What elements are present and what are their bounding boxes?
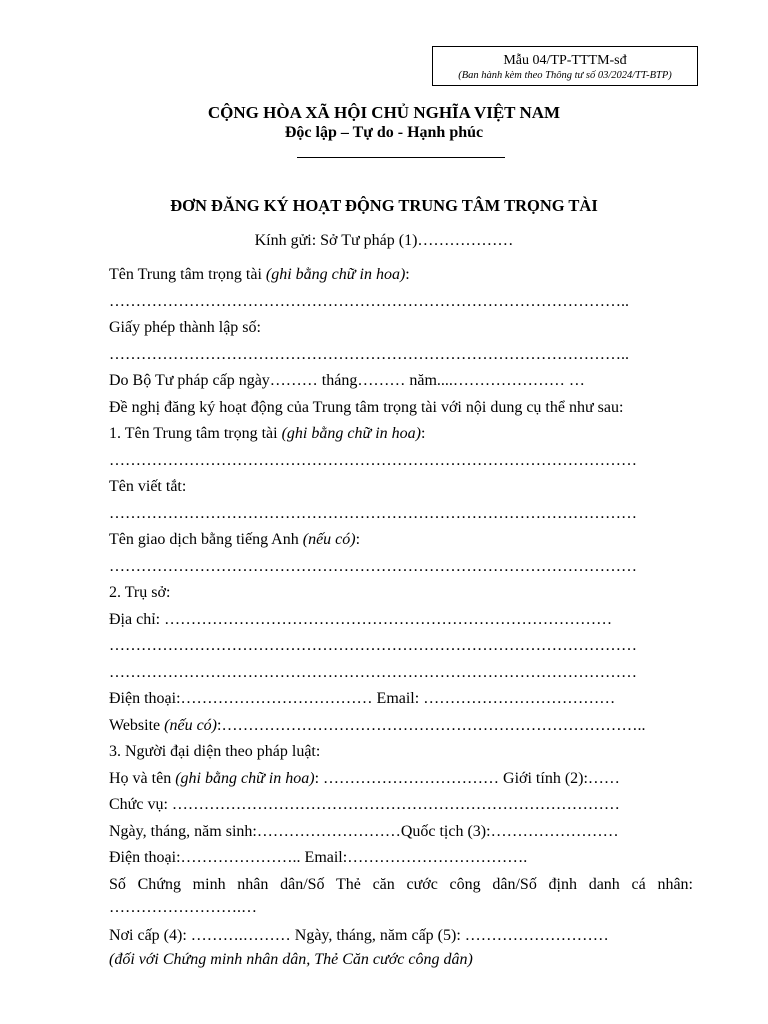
center-name-field[interactable]: …………………………………………………………………………………….. [109, 292, 629, 310]
address-field-3[interactable]: ……………………………………………………………………………………… [109, 663, 637, 681]
address-field[interactable]: Địa chỉ: ………………………………………………………………………… [109, 610, 613, 628]
national-motto: Độc lập – Tự do - Hạnh phúc [284, 124, 484, 141]
header-divider [297, 157, 505, 158]
english-name-colon: : [355, 531, 361, 548]
section-1-label-text: 1. Tên Trung tâm trọng tài [109, 425, 282, 442]
position-field[interactable]: Chức vụ: ………………………………………………………………………… [109, 796, 620, 813]
website-hint: (nếu có) [164, 716, 217, 734]
id-note [109, 950, 693, 969]
website-dots: :…………………………………………………………………….. [217, 716, 646, 734]
website-field[interactable] [109, 713, 693, 740]
center-name-label [109, 262, 693, 289]
phone-email-field-2[interactable]: Điện thoại:………………….. Email:……………………………. [109, 849, 528, 866]
dob-nationality-field[interactable]: Ngày, tháng, năm sinh:………………………Quốc tịch (3):…………………… [109, 822, 619, 840]
abbreviation-field[interactable]: ……………………………………………………………………………………… [109, 504, 637, 522]
english-name-field[interactable]: ……………………………………………………………………………………… [109, 557, 637, 575]
fullname-field[interactable] [109, 766, 693, 793]
section-1-field[interactable]: ……………………………………………………………………………………… [109, 451, 637, 469]
center-name-colon: : [405, 266, 410, 283]
request-line: Đề nghị đăng ký hoạt động của Trung tâm trọng tài với nội dung cụ thể như sau: [109, 398, 624, 416]
id-note-text: (đối với Chứng minh nhân dân, Thẻ Căn cước công dân) [109, 950, 473, 968]
fullname-hint: (ghi bằng chữ in hoa) [175, 769, 315, 787]
section-1-hint: (ghi bằng chữ in hoa) [281, 425, 421, 442]
abbreviation-label: Tên viết tắt: [109, 478, 187, 495]
id-number-label: Số Chứng minh nhân dân/Số Thẻ căn cước công dân/Số định danh cá nhân: [109, 875, 693, 893]
english-name-label-text: Tên giao dịch bằng tiếng Anh [109, 531, 303, 548]
form-code: Mẫu 04/TP-TTTM-sđ [503, 53, 627, 68]
document-title: ĐƠN ĐĂNG KÝ HOẠT ĐỘNG TRUNG TÂM TRỌNG TÀI [170, 196, 598, 215]
form-body [109, 262, 693, 969]
center-name-label-text: Tên Trung tâm trọng tài [109, 266, 266, 283]
address-field-2[interactable]: ……………………………………………………………………………………… [109, 637, 637, 654]
fullname-label: Họ và tên [109, 769, 176, 787]
recipient-line: Kính gửi: Sở Tư pháp (1)……………… [254, 232, 514, 249]
section-2-label: 2. Trụ sở: [109, 584, 171, 601]
english-name-hint: (nếu có) [302, 531, 356, 548]
section-3-label: 3. Người đại diện theo pháp luật: [109, 743, 321, 760]
id-number-field[interactable]: …………………….… [109, 899, 257, 916]
national-title: CỘNG HÒA XÃ HỘI CHỦ NGHĨA VIỆT NAM [207, 103, 561, 122]
website-label: Website [109, 716, 165, 734]
form-code-box [432, 46, 698, 86]
place-date-field[interactable]: Nơi cấp (4): ……….……… Ngày, tháng, năm cấp (5): ……………………… [109, 927, 609, 944]
license-field[interactable]: …………………………………………………………………………………….. [109, 345, 629, 363]
license-label: Giấy phép thành lập số: [109, 319, 261, 336]
center-name-hint: (ghi bằng chữ in hoa) [265, 266, 406, 283]
issued-by-line[interactable]: Do Bộ Tư pháp cấp ngày……… tháng……… năm....………………… … [109, 372, 585, 389]
section-1-colon: : [420, 425, 426, 442]
phone-email-field[interactable]: Điện thoại:……………………………… Email: ……………………………… [109, 690, 616, 707]
english-name-label [109, 527, 693, 554]
form-issuance-note: (Ban hành kèm theo Thông tư số 03/2024/TT-BTP) [458, 70, 672, 81]
fullname-rest: : …………………………… Giới tính (2):…… [314, 769, 620, 787]
section-1-label [109, 421, 693, 448]
